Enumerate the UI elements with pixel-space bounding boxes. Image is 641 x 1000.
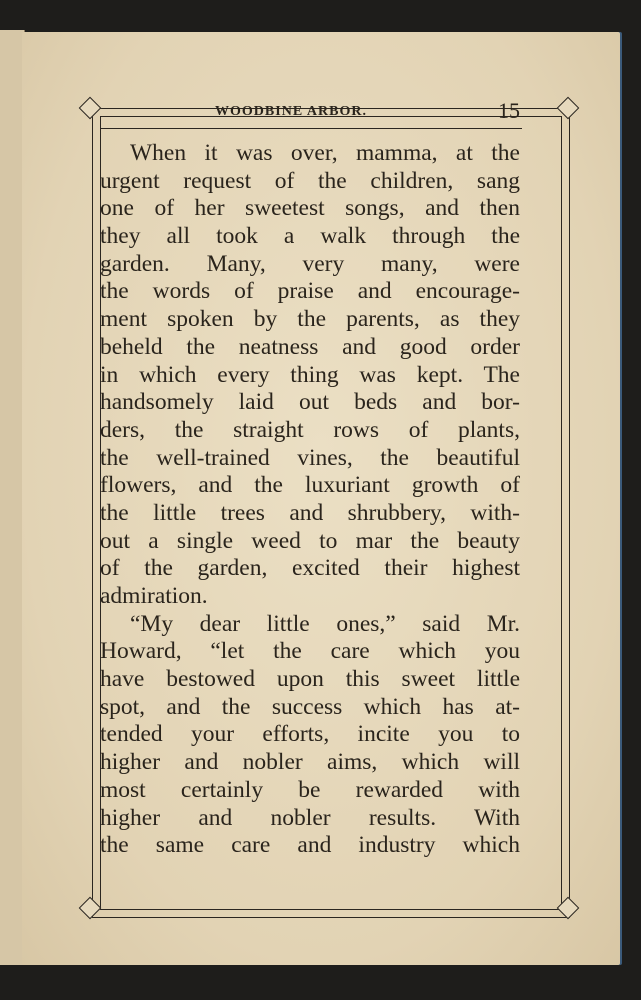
- text-line: higher and nobler results. With: [100, 804, 520, 831]
- text-line: flowers, and the luxuriant growth of: [100, 472, 520, 499]
- text-line: out a single weed to mar the beauty: [100, 527, 520, 554]
- text-line: ders, the straight rows of plants,: [100, 416, 520, 443]
- text-line: garden. Many, very many, were: [100, 250, 520, 277]
- running-title: WOODBINE ARBOR.: [215, 104, 367, 119]
- text-line: handsomely laid out beds and bor-: [100, 389, 520, 416]
- page-number: 15: [498, 98, 520, 123]
- text-line: ment spoken by the parents, as they: [100, 306, 520, 333]
- text-line: the well-trained vines, the beautiful: [100, 444, 520, 471]
- text-line: urgent request of the children, sang: [100, 167, 520, 194]
- text-line: most certainly be rewarded with: [100, 776, 520, 803]
- text-line: have bestowed upon this sweet little: [100, 666, 520, 693]
- text-line: admiration.: [100, 583, 208, 609]
- body-text: [100, 140, 520, 860]
- text-line: in which every thing was kept. The: [100, 361, 520, 388]
- text-line: When it was over, mamma, at the: [130, 140, 520, 166]
- text-line: they all took a walk through the: [100, 223, 520, 250]
- text-line: “My dear little ones,” said Mr.: [130, 610, 520, 637]
- text-line: one of her sweetest songs, and then: [100, 195, 520, 222]
- text-line: tended your efforts, incite you to: [100, 721, 520, 748]
- text-line: Howard, “let the care which you: [100, 638, 520, 665]
- text-line: the words of praise and encourage-: [100, 278, 520, 305]
- text-line: beheld the neatness and good order: [100, 333, 520, 360]
- text-line: the little trees and shrubbery, with-: [100, 499, 520, 526]
- text-line: spot, and the success which has at-: [100, 693, 520, 720]
- text-line: higher and nobler aims, which will: [100, 749, 520, 776]
- text-line: the same care and industry which: [100, 832, 520, 859]
- text-line: of the garden, excited their highest: [100, 555, 520, 582]
- page-header: [100, 98, 522, 129]
